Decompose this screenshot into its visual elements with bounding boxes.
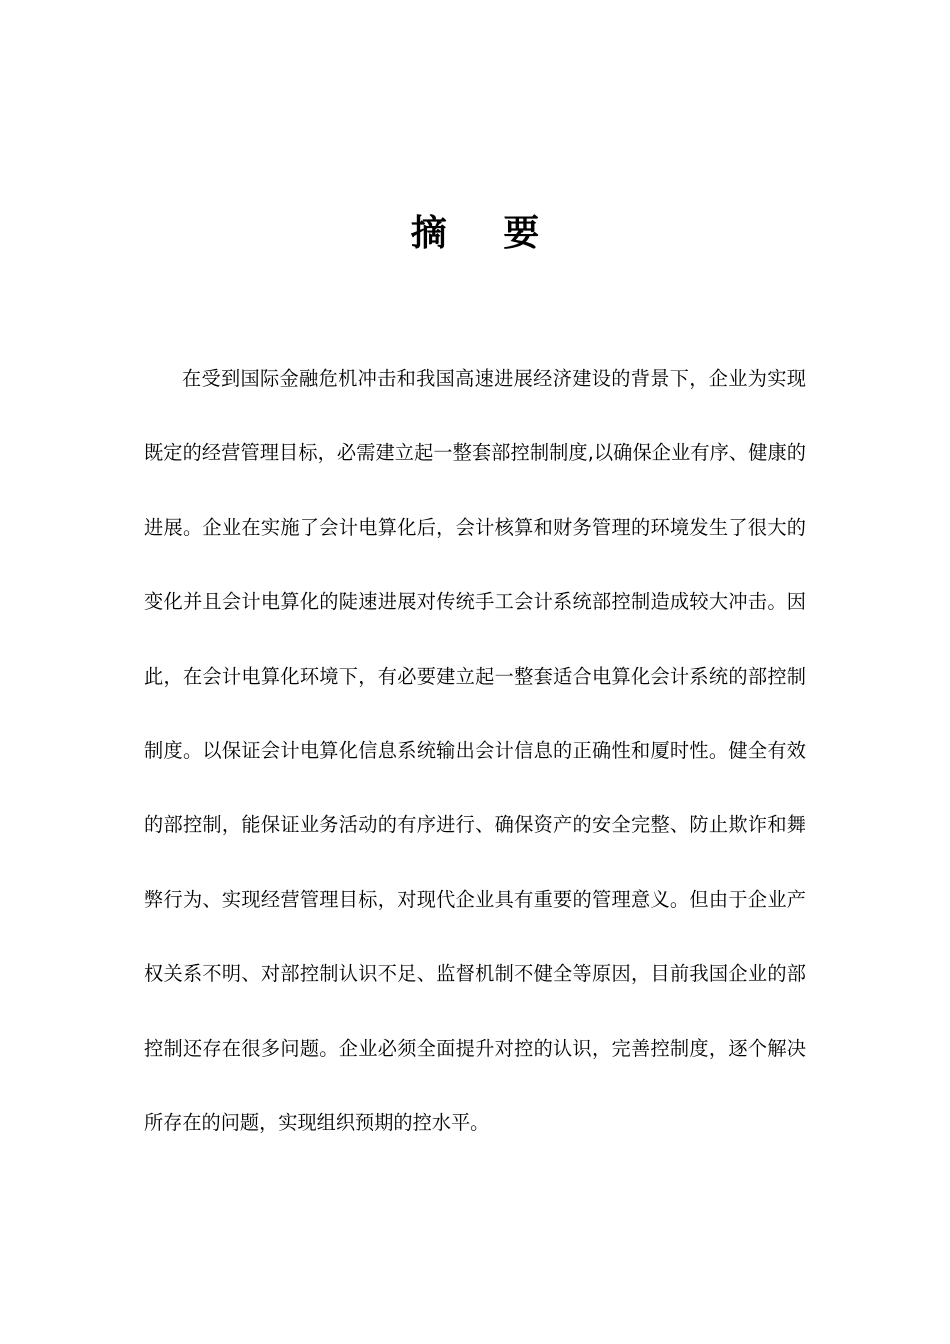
paragraph-line: 既定的经营管理目标，必需建立起一整套部控制制度,以确保企业有序、健康的 — [144, 441, 806, 465]
paragraph-line: 进展。企业在实施了会计电算化后，会计核算和财务管理的环境发生了很大的 — [144, 515, 806, 539]
paragraph-line: 所存在的问题，实现组织预期的控水平。 — [144, 1110, 490, 1134]
paragraph-line: 此，在会计电算化环境下，有必要建立起一整套适合电算化会计系统的部控制 — [144, 664, 806, 688]
page-title: 摘 要 — [410, 213, 562, 254]
paragraph-line: 弊行为、实现经营管理目标，对现代企业具有重要的管理意义。但由于企业产 — [144, 887, 806, 911]
paragraph-line: 变化并且会计电算化的陡速进展对传统手工会计系统部控制造成较大冲击。因 — [144, 590, 806, 614]
abstract-paragraph — [144, 354, 806, 1172]
paragraph-line: 控制还存在很多问题。企业必须全面提升对控的认识，完善控制度，逐个解决 — [144, 1036, 806, 1060]
paragraph-line: 的部控制，能保证业务活动的有序进行、确保资产的安全完整、防止欺诈和舞 — [144, 813, 806, 837]
paragraph-line: 在受到国际金融危机冲击和我国高速进展经济建设的背景下，企业为实现 — [182, 367, 806, 390]
paragraph-line: 权关系不明、对部控制认识不足、监督机制不健全等原因，目前我国企业的部 — [144, 962, 806, 986]
paragraph-line: 制度。以保证会计电算化信息系统输出会计信息的正确性和厦时性。健全有效 — [144, 738, 806, 762]
